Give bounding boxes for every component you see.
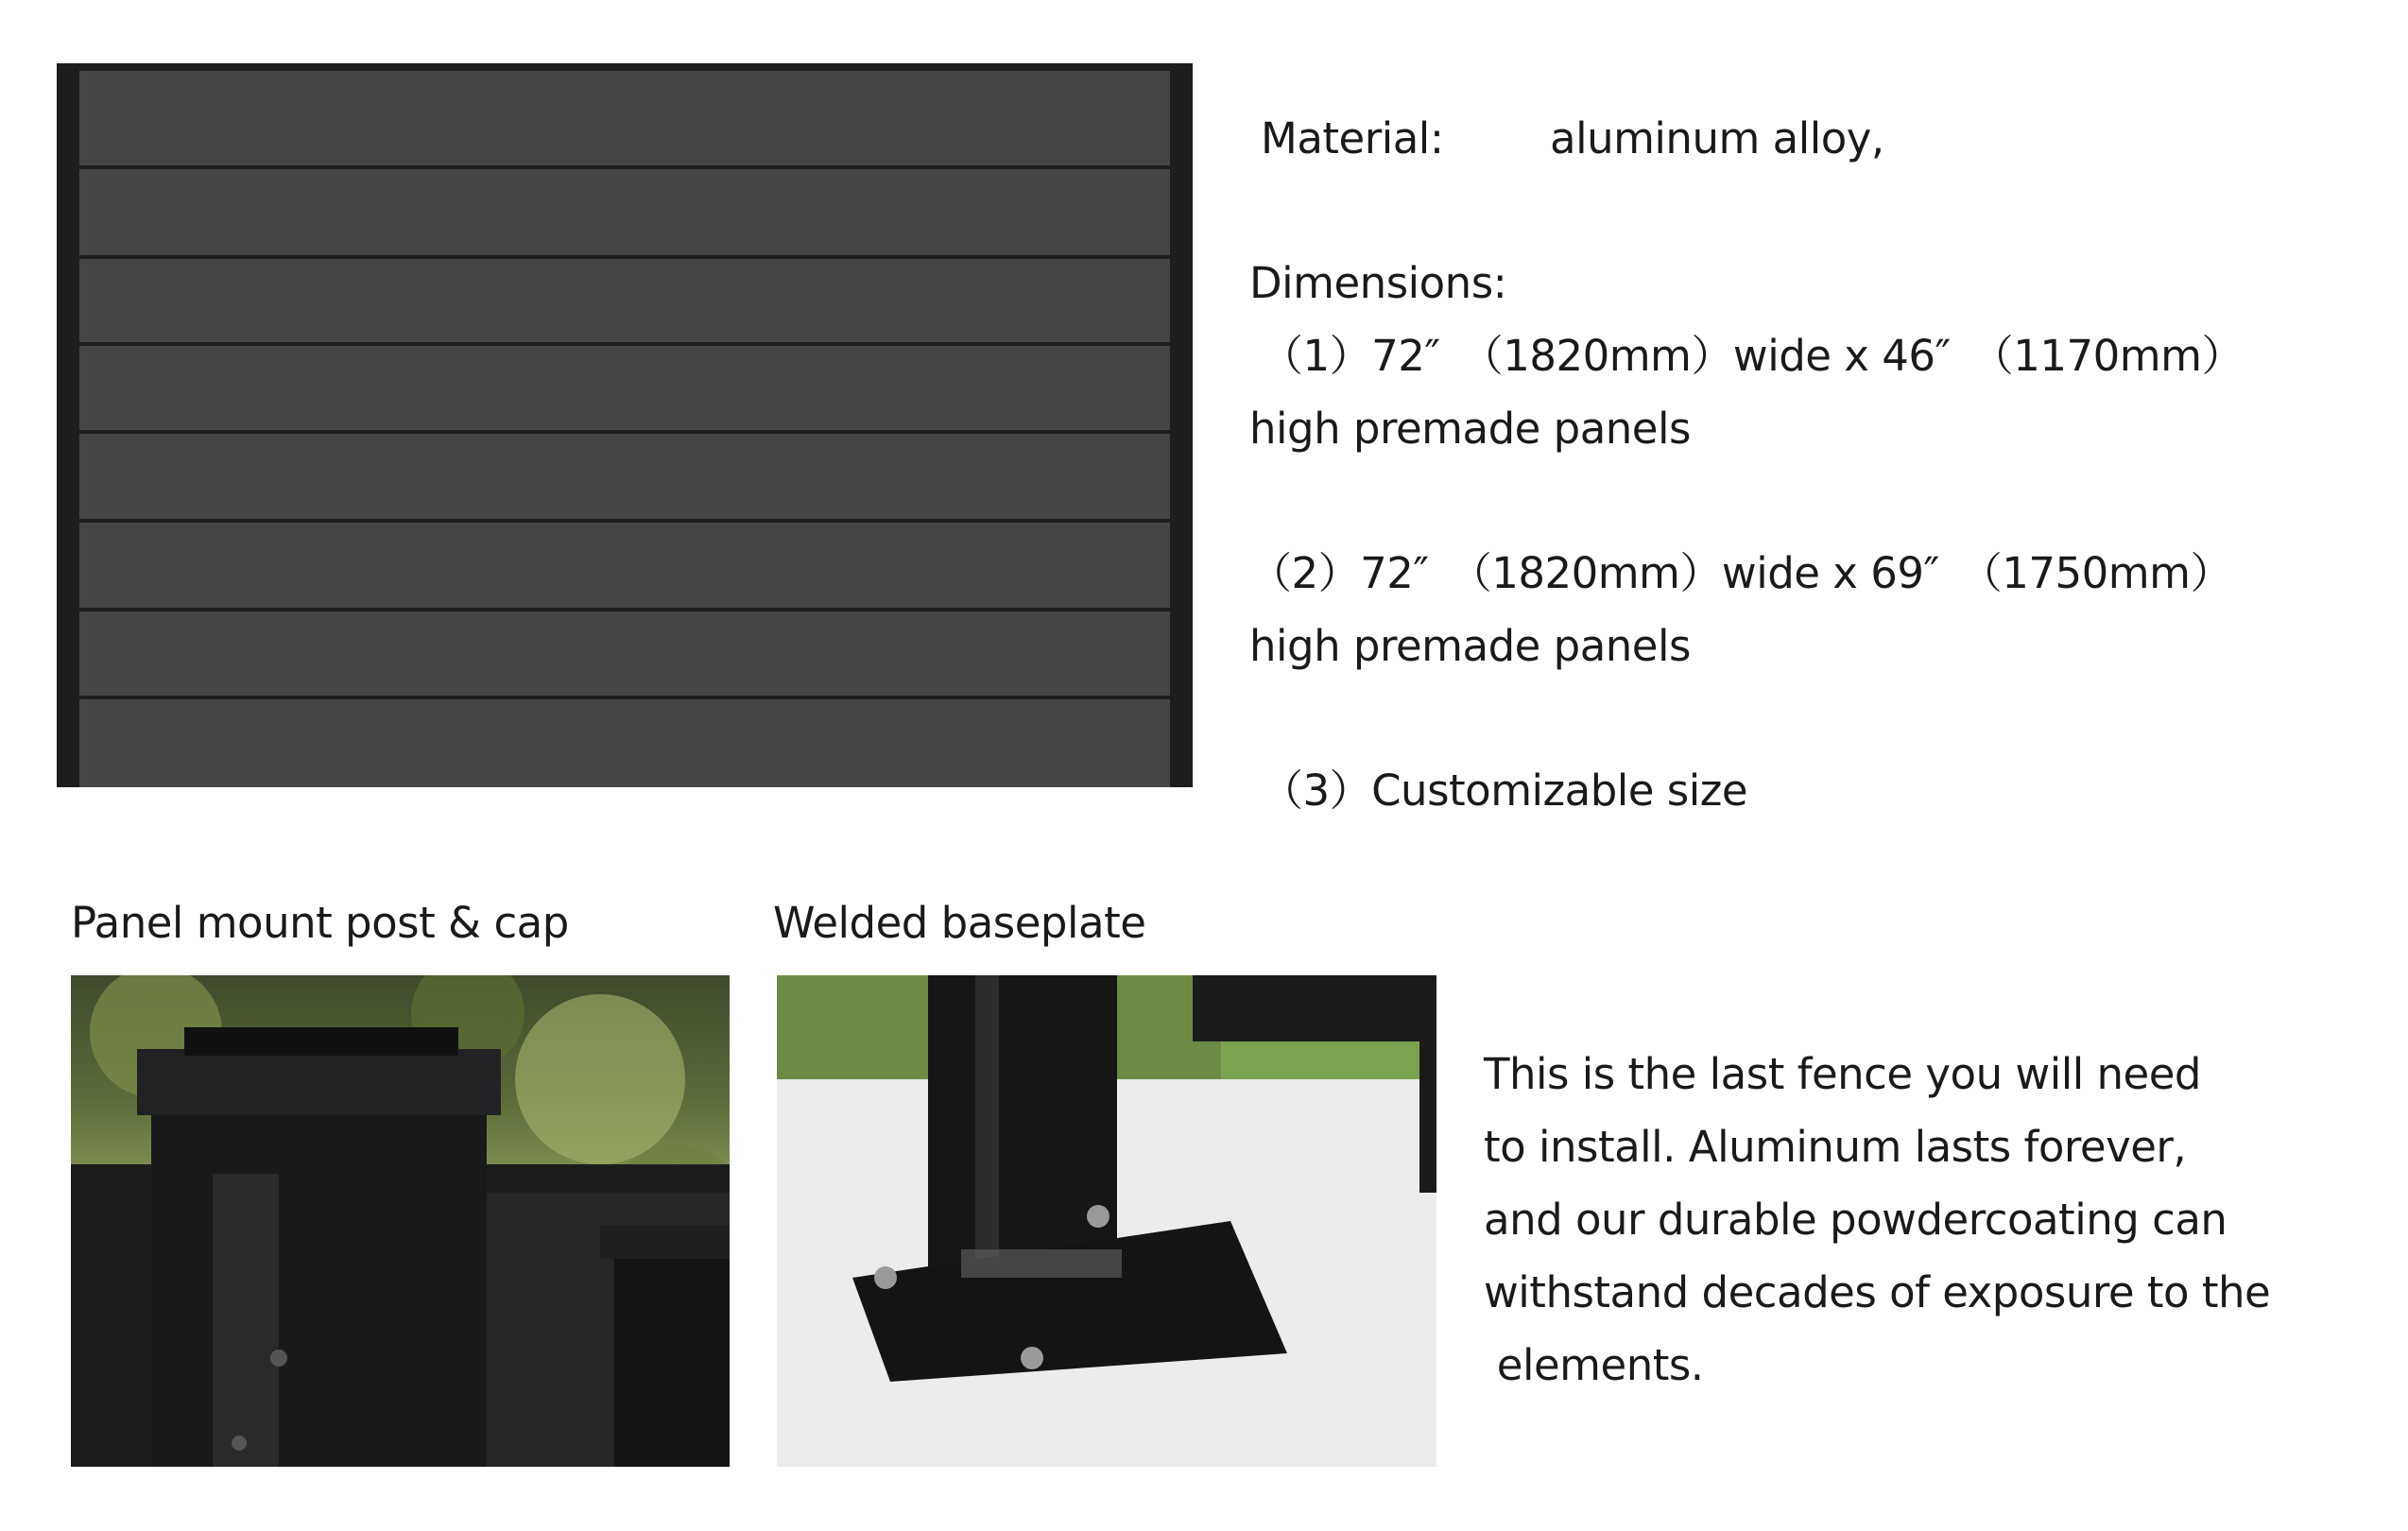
description-line-1: This is the last fence you will need	[1484, 1049, 2201, 1099]
dimension-option-1-desc: high premade panels	[1249, 404, 1691, 454]
description-line-2: to install. Aluminum lasts forever,	[1484, 1122, 2187, 1172]
dimension-option-2: （2）72″ （1820mm）wide x 69″ （1750mm）	[1249, 548, 2232, 598]
dimension-option-3: （3）Customizable size	[1261, 766, 1748, 816]
baseplate-illustration	[777, 975, 1436, 1467]
description-line-4: withstand decades of exposure to the	[1484, 1267, 2271, 1317]
fence-panel-image	[57, 63, 1193, 787]
post-caption: Panel mount post & cap	[71, 898, 569, 948]
fence-slats	[79, 71, 1170, 787]
material-label: Material:	[1261, 113, 1444, 163]
dimension-option-1: （1）72″ （1820mm）wide x 46″ （1170mm）	[1261, 331, 2244, 381]
dimension-option-2-desc: high premade panels	[1249, 621, 1691, 671]
baseplate-caption: Welded baseplate	[773, 898, 1146, 948]
dimensions-label: Dimensions:	[1249, 258, 1507, 308]
baseplate-photo	[777, 975, 1436, 1467]
description-line-3: and our durable powdercoating can	[1484, 1195, 2227, 1245]
material-value: aluminum alloy,	[1550, 113, 1884, 163]
description-line-5: elements.	[1484, 1340, 1704, 1390]
post-cap-illustration	[71, 975, 730, 1467]
post-cap-photo	[71, 975, 730, 1467]
